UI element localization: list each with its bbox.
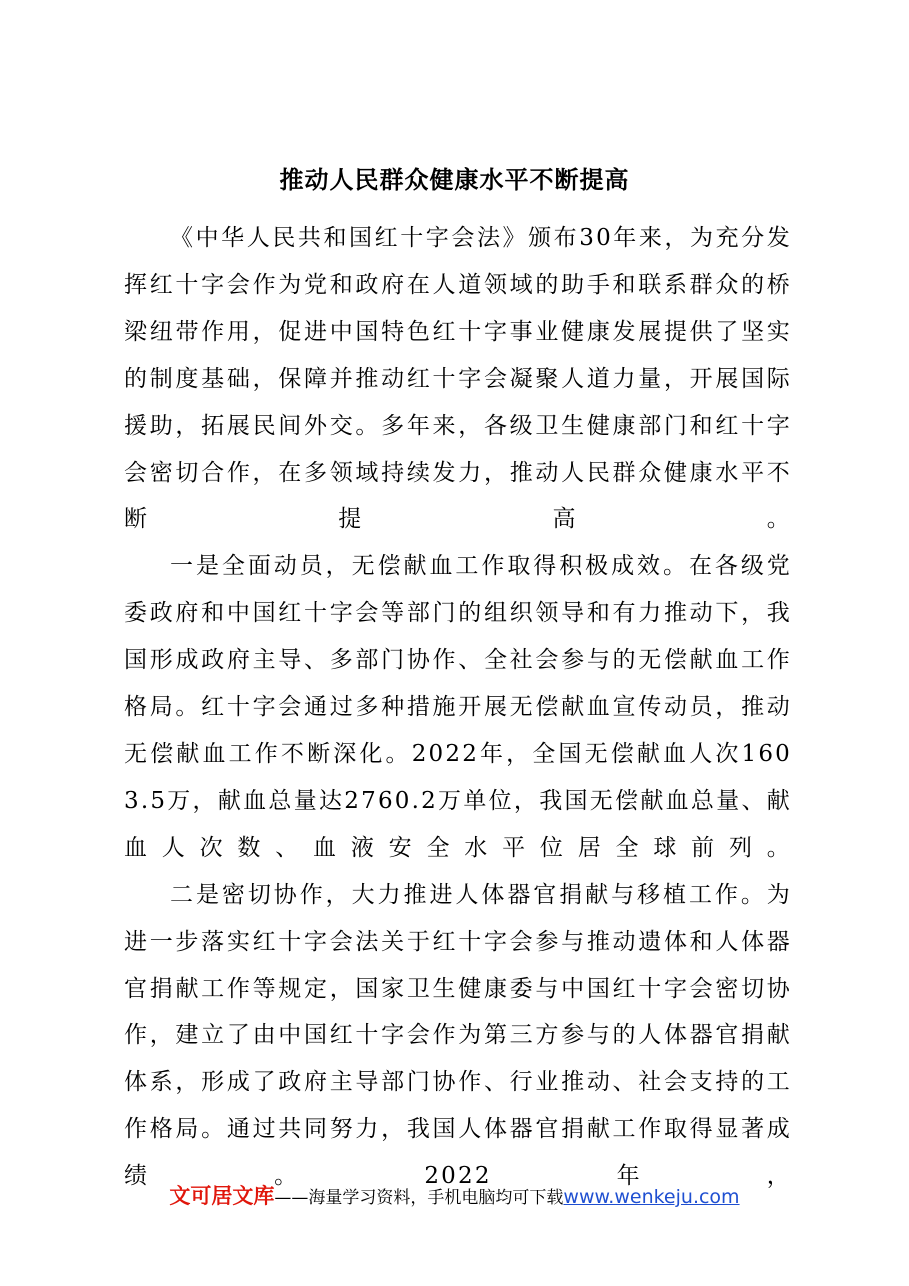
paragraph-line: 《中华人民共和国红十字会法》颁布30年来，为充分发挥 (124, 225, 792, 298)
paragraph-line: 展民间外交。多年来，各级卫生健康部门和红十字会密切合作， (124, 412, 792, 486)
document-title: 推动人民群众健康水平不断提高 (279, 165, 630, 194)
paragraph-line: 一是全面动员，无偿献血工作取得积极成效。在各级党委 (124, 553, 792, 627)
paragraph-organ-donation (124, 872, 792, 1200)
paragraph-line: 政府和中国红十字会等部门的组织领导和有力推动下，我国形 (124, 600, 793, 674)
paragraph-line: 在多领域持续发力，推动人民群众健康水平不断提高。 (124, 459, 793, 533)
paragraph-line: 工作不断深化。2022年，全国无偿献血人次1603.5万，献血总 (124, 740, 793, 814)
paragraph-line: 立了由中国红十字会作为第三方参与的人体器官捐献体系，形 (124, 1022, 792, 1096)
footer-brand: 文可居文库 (169, 1184, 275, 1208)
paragraph-line: 红十字会作为党和政府在人道领域的助手和联系群众的桥梁纽 (124, 271, 793, 345)
paragraph-line: 二是密切协作，大力推进人体器官捐献与移植工作。为进 (124, 881, 792, 955)
paragraph-intro (124, 215, 792, 543)
footer-slogan: ——海量学习资料，手机电脑均可下载 (274, 1188, 564, 1208)
paragraph-line: 一步落实红十字会法关于红十字会参与推动遗体和人体器官捐 (124, 928, 793, 1002)
document-body (124, 215, 792, 1200)
paragraph-line: 全水平位居全球前列。 (426, 834, 793, 861)
paragraph-line: 量达2760.2万单位，我国无偿献血总量、献血人次数、血液安 (124, 787, 792, 861)
footer-url-link[interactable]: www.wenkeju.com (563, 1186, 740, 1208)
paragraph-line: 成政府主导、多部门协作、全社会参与的无偿献血工作格局。 (124, 647, 792, 721)
paragraph-line: 过共同努力，我国人体器官捐献工作取得显著成绩。2022年， (124, 1116, 792, 1190)
paragraph-line: 献工作等规定，国家卫生健康委与中国红十字会密切协作，建 (124, 975, 792, 1049)
footer-banner (0, 1180, 909, 1214)
paragraph-line: 基础，保障并推动红十字会凝聚人道力量，开展国际援助，拓 (124, 365, 792, 439)
paragraph-line: 红十字会通过多种措施开展无偿献血宣传动员，推动无偿献血 (124, 694, 792, 767)
paragraph-line: 成了政府主导部门协作、行业推动、社会支持的工作格局。通 (124, 1069, 792, 1143)
paragraph-line: 带作用，促进中国特色红十字事业健康发展提供了坚实的制度 (124, 318, 792, 392)
paragraph-blood-donation (124, 543, 792, 871)
